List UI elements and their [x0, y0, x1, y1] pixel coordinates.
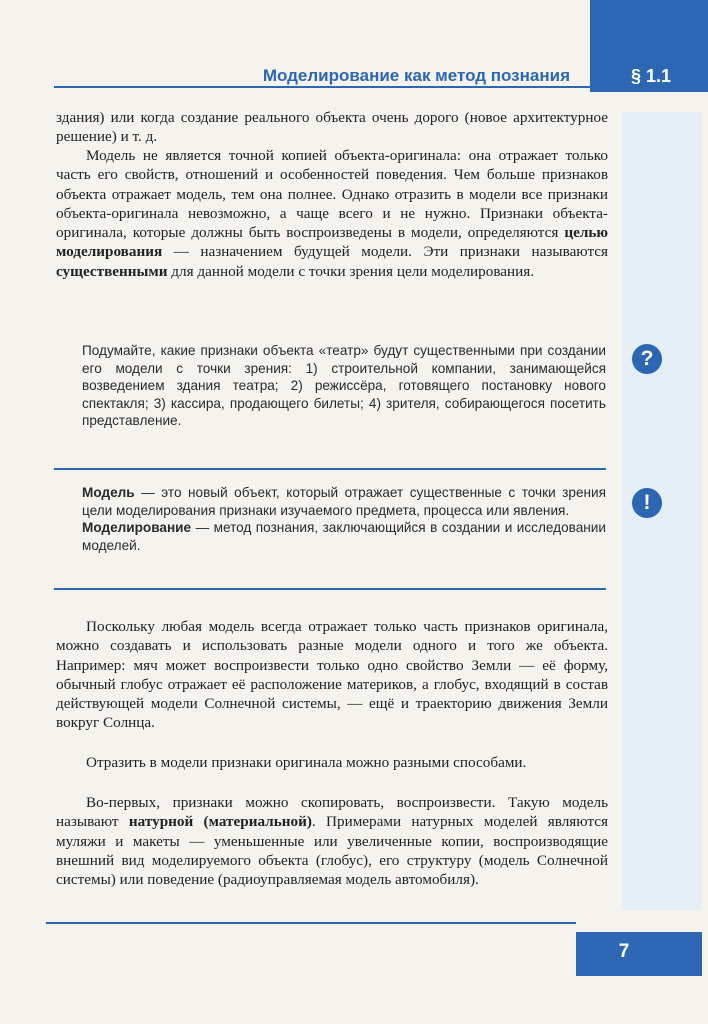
footer-rule — [46, 922, 576, 924]
definition-top-rule — [54, 468, 606, 470]
term-essential: существенными — [56, 262, 168, 280]
page-number: 7 — [618, 941, 630, 962]
section-number: § 1.1 — [630, 66, 672, 86]
definition-model: Модель — это новый объект, который отражает существенные с точки зрения цели моделирования признаки изучаемого предмета, процесса или явления. — [82, 485, 606, 518]
paragraph-3: Поскольку любая модель всегда отражает только часть признаков оригинала, можно создавать и использовать разные модели одного и того же объекта. Например: мяч может воспроизвести только одно свойство Земли — её форму, обычный глобус отражает её расположение материков, а глобус, входящий в состав действующей модели Солнечной системы, — ещё и траекторию движения Земли вокруг Солнца. — [56, 618, 608, 732]
paragraph-1: здания) или когда создание реального объекта очень дорого (новое архитектурное решение) и т. д. — [56, 109, 608, 146]
definition-modeling: Моделирование — метод познания, заключающийся в создании и исследовании моделей. — [82, 520, 606, 553]
question-block: Подумайте, какие признаки объекта «театр» будут существенными при создании его модели с точки зрения: 1) строительной компании, занимающейся возведением здания театра; 2) режиссёра, готовящего постановку нового спектакля; 3) кассира, продающего билеты; 4) зрителя, собирающегося посетить представление. — [82, 343, 606, 428]
question-icon: ? — [632, 344, 662, 374]
definition-block — [82, 484, 606, 554]
definition-bottom-rule — [54, 588, 606, 590]
term-modeling-goal: целью моделирования — [56, 224, 608, 261]
page-header-title: Моделирование как метод познания — [262, 66, 570, 85]
paragraph-2: Модель не является точной копией объекта-оригинала: она отражает только часть его свойств, отношений и особенностей поведения. Чем больше признаков объекта отражает модель, тем она полнее. Однако отразить в модели все признаки объекта-оригинала невозможно, а чаще всего и не нужно. Признаки объекта-оригинала, которые должны быть воспроизведены в модели, определяются целью моделирования — назначением будущей модели. Эти признаки называются существенными для данной модели с точки зрения цели моделирования. — [56, 147, 608, 280]
term-natural-model: натурной (материальной) — [128, 813, 312, 831]
paragraph-5: Во-первых, признаки можно скопировать, воспроизвести. Такую модель называют натурной (материальной). Примерами натурных моделей являются муляжи и макеты — уменьшенные или увеличенные копии, воспроизводящие внешний вид моделируемого объекта (глобус), его структуру (модель Солнечной системы) или поведение (радиоуправляемая модель автомобиля). — [56, 794, 608, 889]
exclamation-icon: ! — [632, 488, 662, 518]
paragraph-4: Отразить в модели признаки оригинала можно разными способами. — [86, 754, 527, 771]
header-rule — [54, 86, 590, 88]
